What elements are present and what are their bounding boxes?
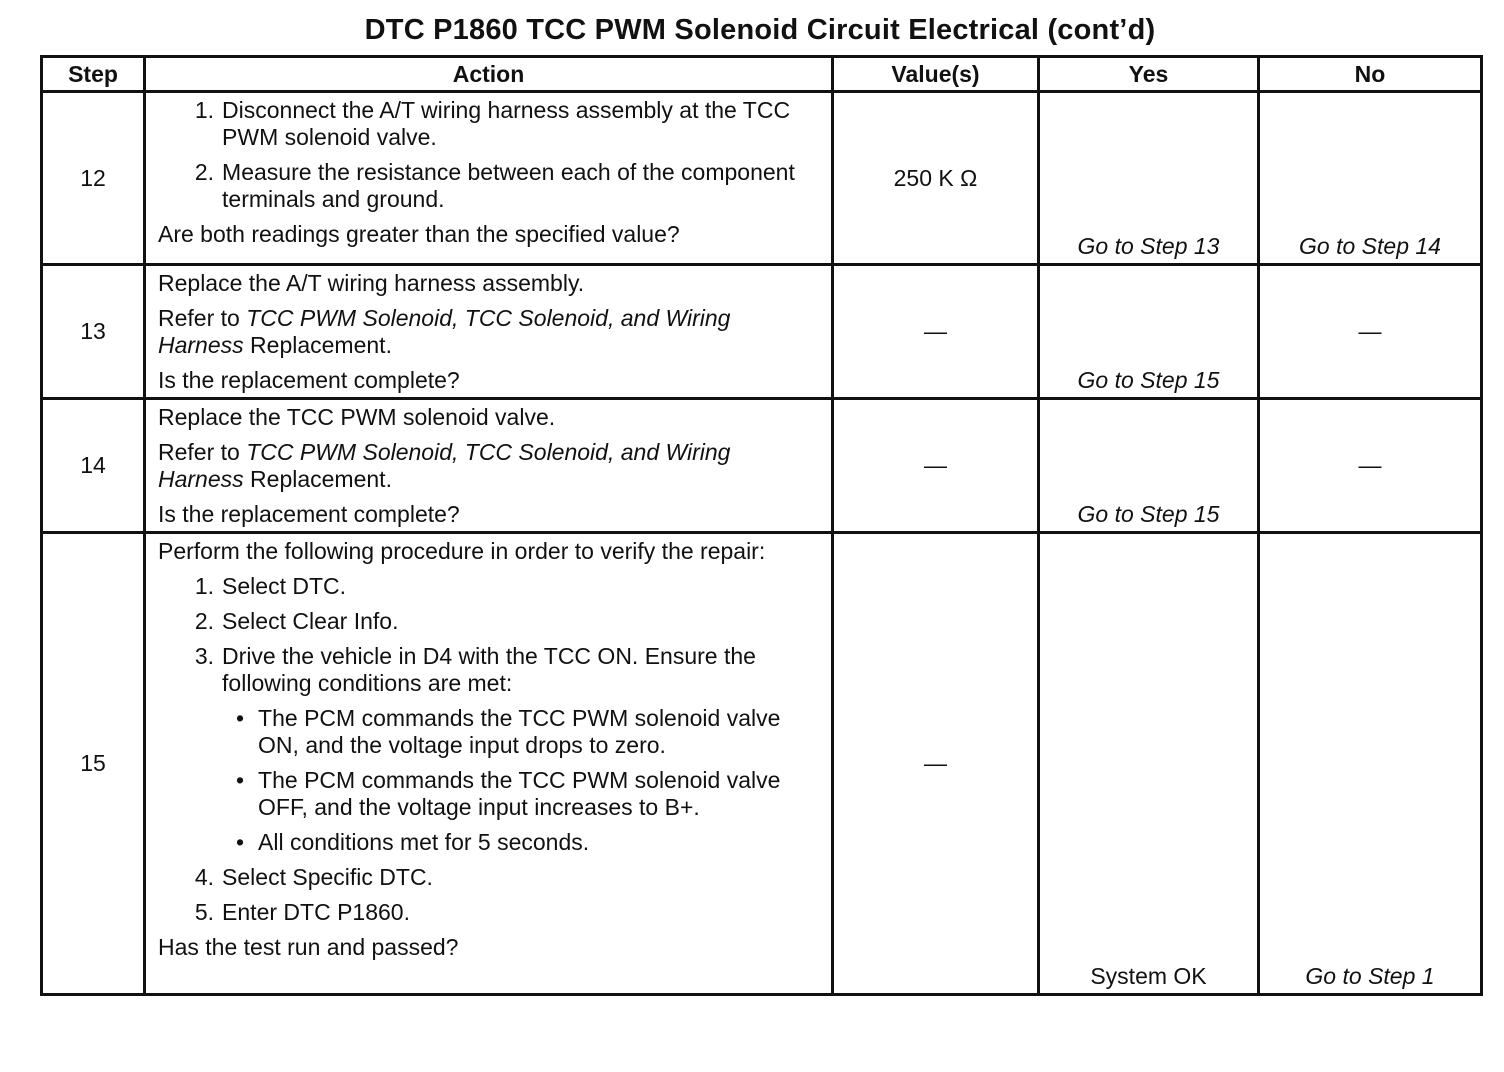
reference-prefix: Refer to bbox=[158, 439, 247, 465]
list-number: 3. bbox=[194, 643, 214, 669]
step-number: 13 bbox=[42, 265, 145, 399]
step-number: 12 bbox=[42, 92, 145, 265]
bullet-text: All conditions met for 5 seconds. bbox=[258, 829, 590, 855]
list-item bbox=[158, 159, 821, 213]
no-cell: — bbox=[1259, 399, 1482, 533]
header-step: Step bbox=[42, 57, 145, 92]
list-item bbox=[158, 899, 821, 926]
reference-suffix: Replacement. bbox=[243, 466, 392, 492]
instruction-text: Replace the TCC PWM solenoid valve. bbox=[158, 404, 556, 430]
reference-text bbox=[158, 439, 821, 493]
action-cell bbox=[145, 399, 833, 533]
numbered-list bbox=[158, 573, 821, 926]
list-number: 5. bbox=[194, 899, 214, 925]
list-text: Drive the vehicle in D4 with the TCC ON. Ensure the following conditions are met: bbox=[222, 643, 756, 696]
action-cell bbox=[145, 533, 833, 995]
header-values: Value(s) bbox=[833, 57, 1039, 92]
value-cell: — bbox=[833, 533, 1039, 995]
table-row-step-14 bbox=[42, 399, 1482, 533]
yes-cell: Go to Step 15 bbox=[1039, 265, 1259, 399]
value-cell: — bbox=[833, 265, 1039, 399]
bullet-item bbox=[222, 767, 821, 821]
diagnostic-table bbox=[40, 55, 1483, 996]
reference-prefix: Refer to bbox=[158, 305, 247, 331]
intro-text: Perform the following procedure in order to verify the repair: bbox=[158, 538, 766, 564]
bullet-icon: • bbox=[236, 829, 245, 855]
list-item bbox=[158, 573, 821, 600]
reference-text bbox=[158, 305, 821, 359]
reference-title: TCC PWM Solenoid, TCC Solenoid, and Wiring Harness bbox=[158, 305, 731, 358]
list-text: Select Specific DTC. bbox=[222, 864, 433, 890]
table-row-step-13 bbox=[42, 265, 1482, 399]
list-text: Select Clear Info. bbox=[222, 608, 399, 634]
header-no: No bbox=[1259, 57, 1482, 92]
list-number: 1. bbox=[194, 97, 214, 123]
question-text: Is the replacement complete? bbox=[158, 501, 460, 527]
header-yes: Yes bbox=[1039, 57, 1259, 92]
numbered-list bbox=[158, 97, 821, 213]
reference-title: TCC PWM Solenoid, TCC Solenoid, and Wiring Harness bbox=[158, 439, 731, 492]
yes-cell: System OK bbox=[1039, 533, 1259, 995]
value-cell: — bbox=[833, 399, 1039, 533]
value-cell: 250 K Ω bbox=[833, 92, 1039, 265]
list-text: Enter DTC P1860. bbox=[222, 899, 410, 925]
bullet-icon: • bbox=[236, 767, 245, 793]
bullet-text: The PCM commands the TCC PWM solenoid valve OFF, and the voltage input increases to B+. bbox=[258, 767, 781, 820]
question-text: Are both readings greater than the specified value? bbox=[158, 221, 680, 247]
table-row-step-15 bbox=[42, 533, 1482, 995]
yes-cell: Go to Step 15 bbox=[1039, 399, 1259, 533]
list-item bbox=[158, 608, 821, 635]
question-text: Is the replacement complete? bbox=[158, 367, 460, 393]
header-action: Action bbox=[145, 57, 833, 92]
bullet-list bbox=[222, 705, 821, 856]
table-row-step-12 bbox=[42, 92, 1482, 265]
list-text: Disconnect the A/T wiring harness assembly at the TCC PWM solenoid valve. bbox=[222, 97, 791, 150]
list-item bbox=[158, 864, 821, 891]
bullet-item bbox=[222, 829, 821, 856]
page-title: DTC P1860 TCC PWM Solenoid Circuit Electrical (cont’d) bbox=[364, 14, 1156, 46]
question-text: Has the test run and passed? bbox=[158, 934, 459, 960]
list-text: Select DTC. bbox=[222, 573, 347, 599]
bullet-text: The PCM commands the TCC PWM solenoid valve ON, and the voltage input drops to zero. bbox=[258, 705, 781, 758]
reference-suffix: Replacement. bbox=[243, 332, 392, 358]
list-text: Measure the resistance between each of the component terminals and ground. bbox=[222, 159, 795, 212]
step-number: 14 bbox=[42, 399, 145, 533]
no-cell: Go to Step 1 bbox=[1259, 533, 1482, 995]
list-number: 4. bbox=[194, 864, 214, 890]
list-number: 2. bbox=[194, 159, 214, 185]
instruction-text: Replace the A/T wiring harness assembly. bbox=[158, 270, 585, 296]
no-cell: — bbox=[1259, 265, 1482, 399]
list-body bbox=[222, 643, 821, 856]
list-item bbox=[158, 643, 821, 856]
action-cell bbox=[145, 92, 833, 265]
bullet-icon: • bbox=[236, 705, 245, 731]
list-number: 2. bbox=[194, 608, 214, 634]
step-number: 15 bbox=[42, 533, 145, 995]
list-item bbox=[158, 97, 821, 151]
yes-cell: Go to Step 13 bbox=[1039, 92, 1259, 265]
header-row bbox=[42, 57, 1482, 92]
list-number: 1. bbox=[194, 573, 214, 599]
bullet-item bbox=[222, 705, 821, 759]
action-cell bbox=[145, 265, 833, 399]
no-cell: Go to Step 14 bbox=[1259, 92, 1482, 265]
